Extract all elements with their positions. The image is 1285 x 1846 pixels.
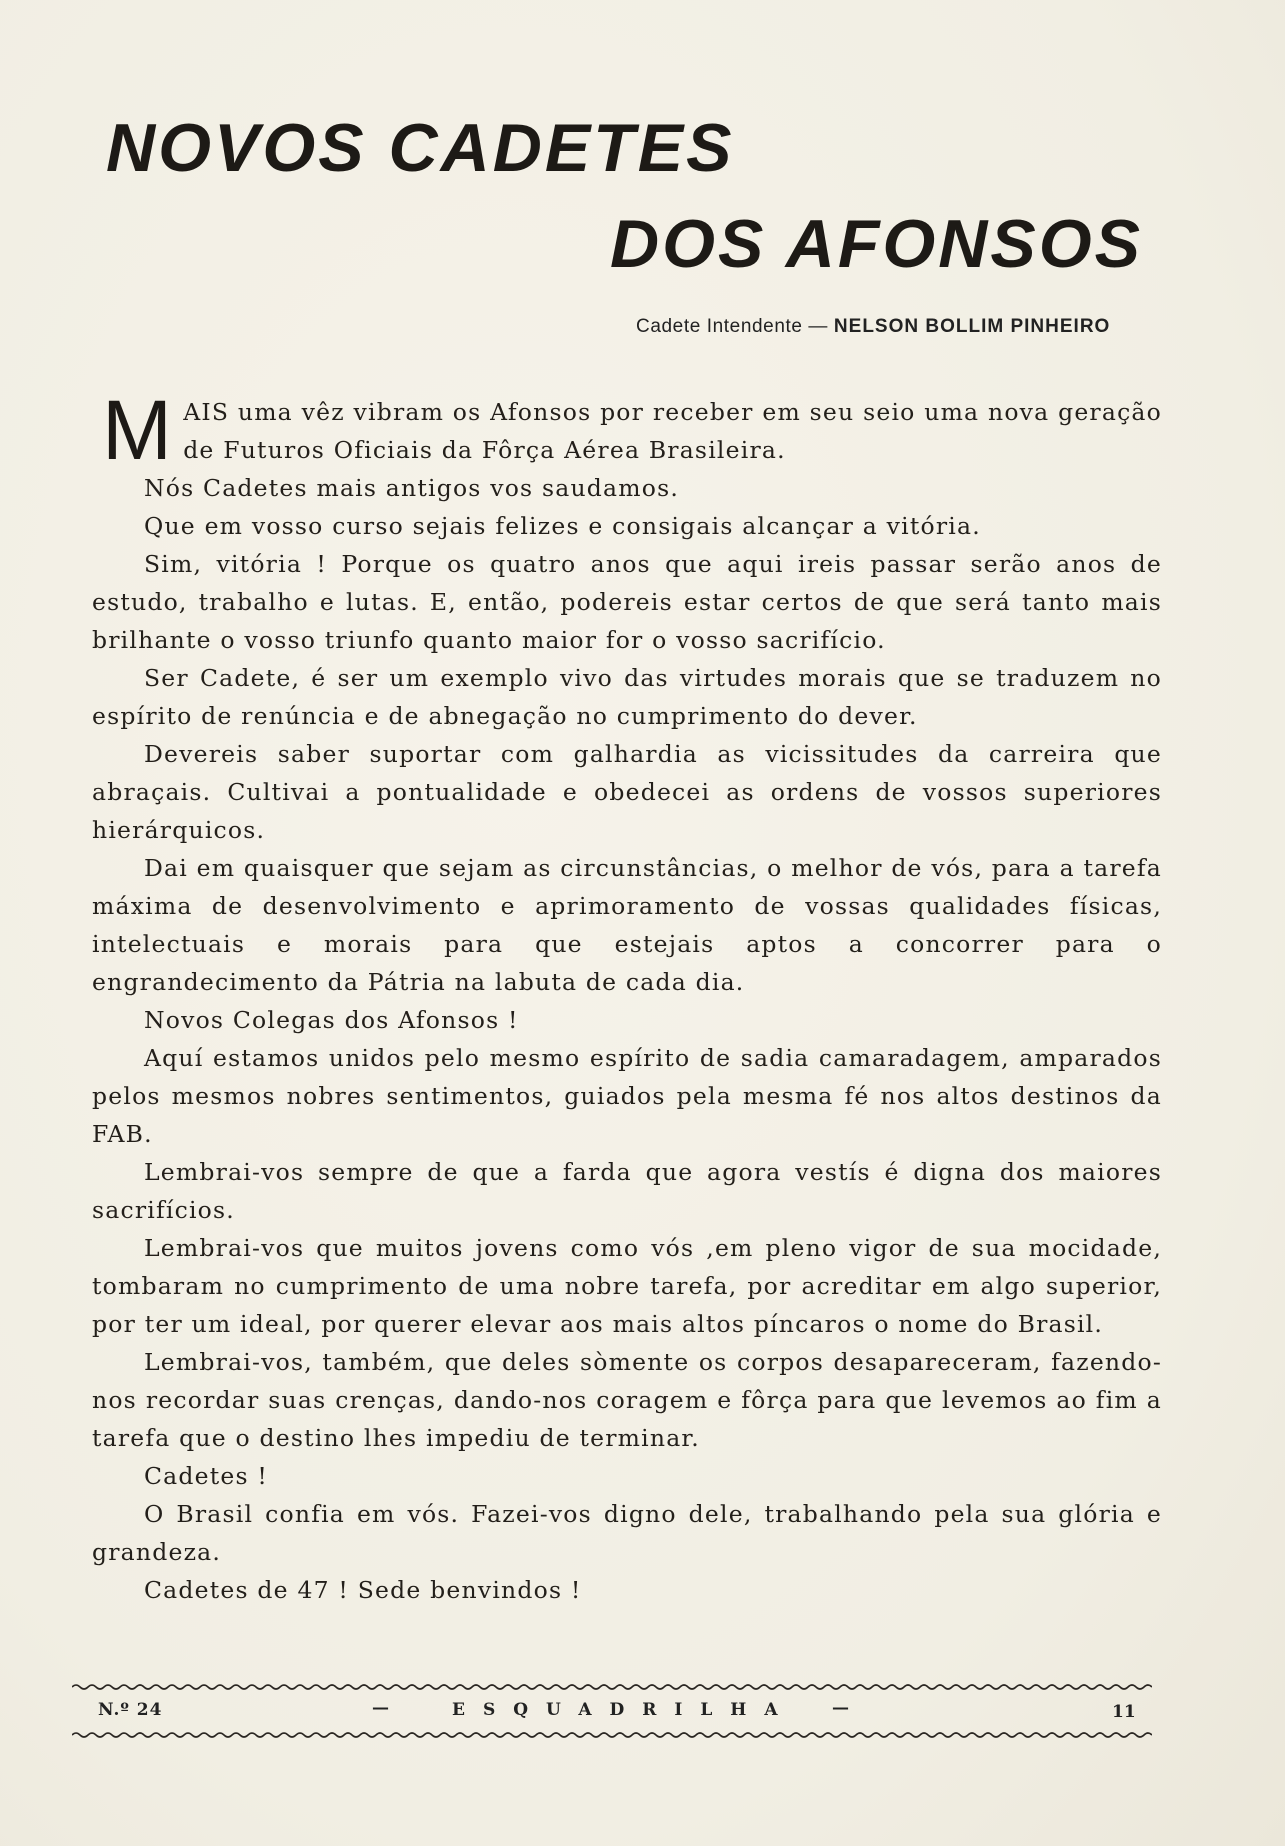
article-paragraph: Novos Colegas dos Afonsos ! xyxy=(144,1006,519,1034)
issue-number: N.º 24 xyxy=(98,1700,163,1720)
article-paragraph xyxy=(92,383,1162,477)
byline xyxy=(636,316,1110,338)
wavy-rule-top xyxy=(72,1682,1152,1692)
byline-author: NELSON BOLLIM PINHEIRO xyxy=(833,316,1111,337)
article-paragraph: Cadetes de 47 ! Sede benvindos ! xyxy=(144,1576,582,1604)
footer-dash-right: — xyxy=(832,1698,849,1718)
title-line-1: NOVOS CADETES xyxy=(106,110,735,186)
article-paragraph: Lembrai-vos sempre de que a farda que agora vestís é digna dos maiores sacrifícios. xyxy=(92,1158,1162,1224)
byline-role: Cadete Intendente — xyxy=(636,316,829,337)
article-paragraph: Dai em quaisquer que sejam as circunstâncias, o melhor de vós, para a tarefa máxima de desenvolvimento e aprimoramento de vossas qualidades físicas, intelectuais e morais para que estejais aptos a concorrer para o engrandecimento da Pátria na labuta de cada dia. xyxy=(92,854,1162,996)
article-paragraph: O Brasil confia em vós. Fazei-vos digno dele, trabalhando pela sua glória e grandeza. xyxy=(92,1500,1162,1566)
page-number: 11 xyxy=(1112,1702,1136,1722)
article-paragraph: Devereis saber suportar com galhardia as vicissitudes da carreira que abraçais. Cultivai a pontualidade e obedecei as ordens de vossos superiores hierárquicos. xyxy=(92,740,1162,844)
title-line-2: DOS AFONSOS xyxy=(610,206,1143,282)
page-footer xyxy=(72,1700,1152,1728)
article-paragraph: Aquí estamos unidos pelo mesmo espírito de sadia camaradagem, amparados pelos mesmos nobres sentimentos, guiados pela mesma fé nos altos destinos da FAB. xyxy=(92,1044,1162,1148)
article-paragraph: Sim, vitória ! Porque os quatro anos que aqui ireis passar serão anos de estudo, trabalho e lutas. E, então, podereis estar certos de que será tanto mais brilhante o vosso triunfo quanto maior for o vosso sacrifício. xyxy=(92,550,1162,654)
article-body xyxy=(92,383,1162,1609)
paragraph-text: AIS uma vêz vibram os Afonsos por receber em seu seio uma nova geração de Futuros Oficiais da Fôrça Aérea Brasileira. xyxy=(183,398,1162,464)
article-paragraph: Lembrai-vos que muitos jovens como vós ,em pleno vigor de sua mocidade, tombaram no cumprimento de uma nobre tarefa, por acreditar em algo superior, por ter um ideal, por querer elevar aos mais altos píncaros o nome do Brasil. xyxy=(92,1234,1162,1338)
article-paragraph: Ser Cadete, é ser um exemplo vivo das virtudes morais que se traduzem no espírito de renúncia e de abnegação no cumprimento do dever. xyxy=(92,664,1162,730)
article-paragraph: Nós Cadetes mais antigos vos saudamos. xyxy=(144,474,680,502)
article-paragraph: Que em vosso curso sejais felizes e consigais alcançar a vitória. xyxy=(144,512,981,540)
wavy-rule-bottom xyxy=(72,1730,1152,1740)
article-paragraph: Cadetes ! xyxy=(144,1462,269,1490)
drop-cap: M xyxy=(102,383,174,477)
article-paragraph: Lembrai-vos, também, que deles sòmente os corpos desapareceram, fazendo-nos recordar suas crenças, dando-nos coragem e fôrça para que levemos ao fim a tarefa que o destino lhes impediu de terminar. xyxy=(92,1348,1162,1452)
footer-dash-left: — xyxy=(372,1698,389,1718)
magazine-name: ESQUADRILHA xyxy=(452,1700,796,1720)
